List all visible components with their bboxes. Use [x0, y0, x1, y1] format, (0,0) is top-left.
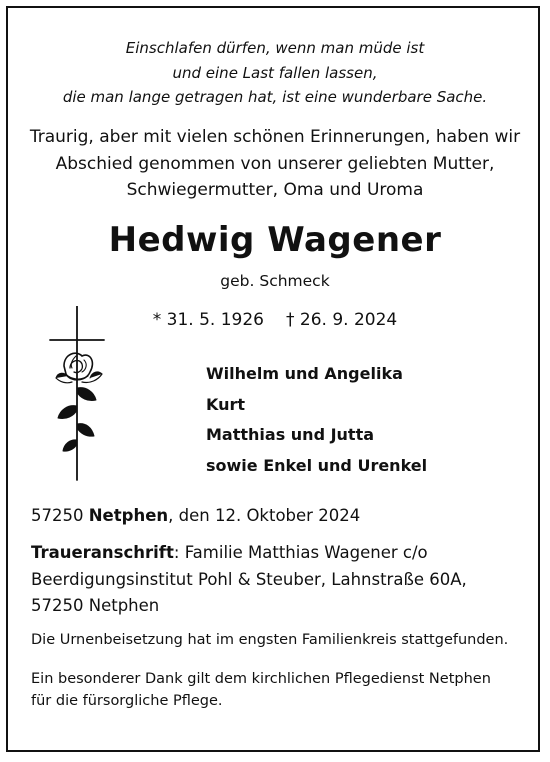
place-and-date — [31, 503, 360, 529]
survivor-name: sowie Enkel und Urenkel — [206, 455, 428, 475]
deceased-name: Hedwig Wagener — [108, 220, 442, 260]
intro-line: Schwiegermutter, Oma und Uroma — [126, 180, 424, 200]
mourning-address — [31, 540, 467, 620]
address-line: Beerdigungsinstitut Pohl & Steuber, Lahnstraße 60A, — [31, 569, 467, 589]
burial-note: Die Urnenbeisetzung hat im engsten Familienkreis stattgefunden. — [31, 632, 509, 648]
poem-line: und eine Last fallen lassen, — [172, 63, 378, 82]
survivor-name: Wilhelm und Angelika — [206, 364, 403, 383]
address-line: 57250 Netphen — [31, 596, 160, 615]
poem-line: Einschlafen dürfen, wenn man müde ist — [125, 39, 425, 57]
address-line: : Familie Matthias Wagener c/o — [173, 543, 428, 562]
intro-line: Traurig, aber mit vielen schönen Erinnerungen, haben wir — [29, 127, 521, 147]
survivor-name: Kurt — [206, 394, 246, 414]
place-town: Netphen — [88, 506, 169, 525]
survivor-name: Matthias und Jutta — [206, 425, 375, 444]
death-date: † 26. 9. 2024 — [286, 310, 398, 330]
thanks-line: für die fürsorgliche Pflege. — [31, 693, 223, 709]
survivors-list — [206, 359, 427, 481]
thanks-text — [31, 668, 491, 712]
poem — [0, 36, 550, 110]
address-label: Traueranschrift — [31, 543, 174, 562]
poem-line: die man lange getragen hat, ist eine wunderbare Sache. — [62, 88, 488, 106]
cross-with-rose-icon — [46, 306, 108, 482]
birth-date: * 31. 5. 1926 — [152, 310, 264, 330]
place-zip: 57250 — [31, 506, 84, 525]
notice-date: , den 12. Oktober 2024 — [168, 506, 361, 525]
maiden-name: geb. Schmeck — [220, 272, 330, 290]
thanks-line: Ein besonderer Dank gilt dem kirchlichen Pflegedienst Netphen — [31, 671, 491, 687]
intro-line: Abschied genommen von unserer geliebten Mutter, — [55, 153, 495, 174]
intro-text — [0, 124, 550, 204]
